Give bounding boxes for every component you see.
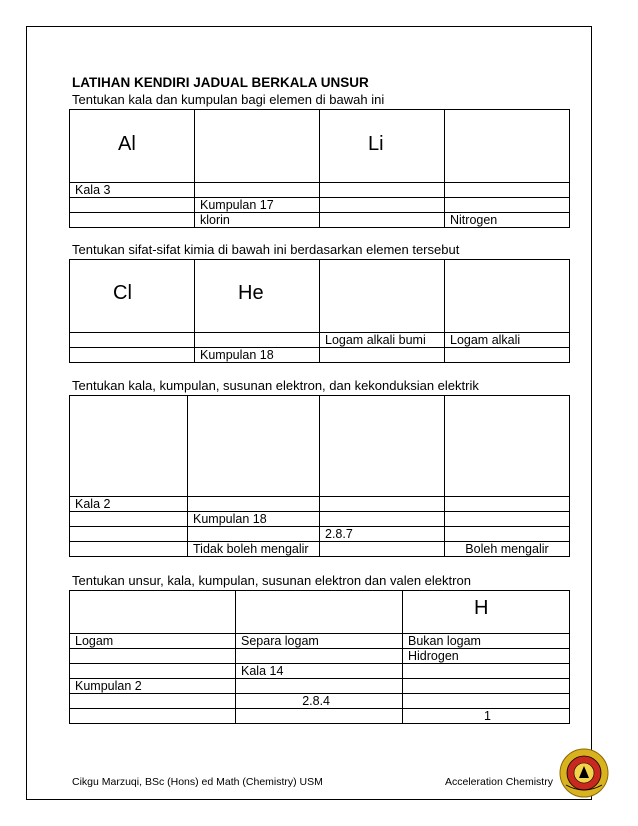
answer-cell[interactable] <box>445 497 570 512</box>
answer-cell[interactable] <box>320 497 445 512</box>
answer-cell[interactable] <box>195 183 320 198</box>
answer-cell[interactable]: Kala 14 <box>236 664 403 679</box>
answer-cell[interactable]: Kumpulan 17 <box>195 198 320 213</box>
answer-cell[interactable]: Hidrogen <box>403 649 570 664</box>
answer-cell[interactable]: 1 <box>403 709 570 724</box>
element-cell[interactable]: Al <box>70 110 195 183</box>
table-valen-elektron <box>69 590 570 724</box>
answer-cell[interactable] <box>445 527 570 542</box>
element-cell[interactable] <box>320 396 445 497</box>
instruction-3: Tentukan kala, kumpulan, susunan elektron, dan kekonduksian elektrik <box>72 378 479 393</box>
school-crest-icon <box>558 747 610 799</box>
answer-cell[interactable] <box>445 183 570 198</box>
element-cell[interactable] <box>445 396 570 497</box>
answer-cell[interactable] <box>320 348 445 363</box>
answer-cell[interactable] <box>320 183 445 198</box>
instruction-2: Tentukan sifat-sifat kimia di bawah ini berdasarkan elemen tersebut <box>72 242 460 257</box>
answer-cell[interactable] <box>320 198 445 213</box>
answer-cell[interactable] <box>70 527 188 542</box>
answer-cell[interactable]: Kumpulan 18 <box>195 348 320 363</box>
answer-cell[interactable] <box>70 709 236 724</box>
answer-cell[interactable] <box>70 333 195 348</box>
answer-cell[interactable]: Kala 3 <box>70 183 195 198</box>
answer-cell[interactable]: Nitrogen <box>445 213 570 228</box>
answer-cell[interactable]: Kala 2 <box>70 497 188 512</box>
answer-cell[interactable] <box>320 213 445 228</box>
answer-cell[interactable] <box>70 542 188 557</box>
answer-cell[interactable]: Logam alkali bumi <box>320 333 445 348</box>
answer-cell[interactable]: Separa logam <box>236 634 403 649</box>
footer-author: Cikgu Marzuqi, BSc (Hons) ed Math (Chemistry) USM <box>72 776 323 788</box>
answer-cell[interactable] <box>70 213 195 228</box>
answer-cell[interactable] <box>195 333 320 348</box>
table-kala-kumpulan <box>69 109 570 228</box>
element-cell[interactable]: H <box>403 591 570 634</box>
answer-cell[interactable] <box>70 198 195 213</box>
element-cell[interactable] <box>70 396 188 497</box>
answer-cell[interactable] <box>320 512 445 527</box>
answer-cell[interactable]: 2.8.7 <box>320 527 445 542</box>
instruction-4: Tentukan unsur, kala, kumpulan, susunan elektron dan valen elektron <box>72 573 471 588</box>
page-title: LATIHAN KENDIRI JADUAL BERKALA UNSUR <box>72 75 369 90</box>
element-cell[interactable] <box>445 110 570 183</box>
answer-cell[interactable]: Kumpulan 2 <box>70 679 236 694</box>
table-sifat-kimia <box>69 259 570 363</box>
answer-cell[interactable] <box>403 679 570 694</box>
answer-cell[interactable] <box>70 512 188 527</box>
answer-cell[interactable] <box>403 694 570 709</box>
footer-title: Acceleration Chemistry <box>445 776 553 788</box>
answer-cell[interactable]: Tidak boleh mengalir <box>188 542 320 557</box>
element-cell[interactable] <box>188 396 320 497</box>
table-susunan-elektron <box>69 395 570 557</box>
answer-cell[interactable] <box>236 649 403 664</box>
element-cell[interactable]: Cl <box>70 260 195 333</box>
element-cell[interactable] <box>236 591 403 634</box>
answer-cell[interactable] <box>445 348 570 363</box>
element-cell[interactable] <box>445 260 570 333</box>
instruction-1: Tentukan kala dan kumpulan bagi elemen di bawah ini <box>72 92 385 107</box>
answer-cell[interactable]: Logam alkali <box>445 333 570 348</box>
answer-cell[interactable]: Kumpulan 18 <box>188 512 320 527</box>
answer-cell[interactable]: Logam <box>70 634 236 649</box>
answer-cell[interactable] <box>188 527 320 542</box>
answer-cell[interactable]: klorin <box>195 213 320 228</box>
answer-cell[interactable] <box>320 542 445 557</box>
answer-cell[interactable] <box>236 709 403 724</box>
answer-cell[interactable]: Boleh mengalir <box>445 542 570 557</box>
answer-cell[interactable] <box>70 649 236 664</box>
answer-cell[interactable] <box>188 497 320 512</box>
element-cell[interactable]: Li <box>320 110 445 183</box>
answer-cell[interactable] <box>70 348 195 363</box>
element-cell[interactable]: He <box>195 260 320 333</box>
answer-cell[interactable] <box>70 664 236 679</box>
answer-cell[interactable] <box>236 679 403 694</box>
element-cell[interactable] <box>70 591 236 634</box>
answer-cell[interactable] <box>445 512 570 527</box>
answer-cell[interactable] <box>445 198 570 213</box>
answer-cell[interactable]: 2.8.4 <box>236 694 403 709</box>
answer-cell[interactable] <box>403 664 570 679</box>
answer-cell[interactable]: Bukan logam <box>403 634 570 649</box>
element-cell[interactable] <box>320 260 445 333</box>
element-cell[interactable] <box>195 110 320 183</box>
answer-cell[interactable] <box>70 694 236 709</box>
